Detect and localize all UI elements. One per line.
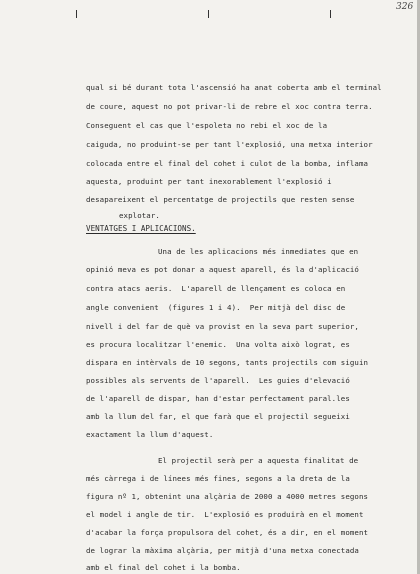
text-line: angle convenient (figures 1 i 4). Per mitjà del disc de <box>86 303 346 312</box>
punch-mark <box>76 10 77 18</box>
text-line: possibles als servents de l'aparell. Les guies d'elevació <box>86 376 350 385</box>
text-line: caiguda, no produint-se per tant l'explosió, una metxa interior <box>86 140 373 149</box>
text-line: més càrrega i de línees més fines, segons a la dreta de la <box>86 474 350 483</box>
text-line: colocada entre el final del cohet i culot de la bomba, inflama <box>86 159 369 168</box>
text-line: Conseguent el cas que l'espoleta no rebi el xoc de la <box>86 121 328 130</box>
text-line: de l'aparell de dispar, han d'estar perfectament paral.les <box>86 394 350 403</box>
punch-mark <box>208 10 209 18</box>
text-line: aquesta, produint per tant inexorablement l'explosió i <box>86 177 332 186</box>
text-line: desapareixent el percentatge de projectils que resten sense <box>86 195 355 204</box>
text-line: figura nº 1, obtenint una alçària de 2000 a 4000 metres segons <box>86 492 369 501</box>
punch-mark <box>330 10 331 18</box>
text-line: Una de les aplicacions més inmediates que en <box>158 247 359 256</box>
text-line: qual si bé durant tota l'ascensió ha anat coberta amb el terminal <box>86 83 382 92</box>
text-line: contra atacs aeris. L'aparell de llençament es coloca en <box>86 284 346 293</box>
text-line: nivell i del far de què va provist en la seva part superior, <box>86 322 359 331</box>
text-line: dispara en intèrvals de 10 segons, tants projectils com siguin <box>86 358 369 367</box>
text-line: amb el final del cohet i la bomba. <box>86 563 241 572</box>
section-heading: VENTATGES I APLICACIONS. <box>86 224 196 233</box>
text-line: explotar. <box>119 211 160 220</box>
text-line: es procura localitzar l'enemic. Una volta això lograt, es <box>86 340 350 349</box>
page-number: 326 <box>396 2 414 12</box>
text-line: El projectil serà per a aquesta finalitat de <box>158 456 359 465</box>
text-line: d'acabar la força propulsora del cohet, és a dir, en el moment <box>86 528 369 537</box>
text-line: amb la llum del far, el que farà que el projectil segueixi <box>86 412 350 421</box>
text-line: de coure, aquest no pot privar-li de rebre el xoc contra terra. <box>86 102 373 111</box>
text-line: de lograr la màxima alçària, per mitjà d'una metxa conectada <box>86 546 359 555</box>
text-line: opinió meva es pot donar a aquest aparell, és la d'aplicació <box>86 265 359 274</box>
text-line: exactament la llum d'aquest. <box>86 430 214 439</box>
text-line: el model i angle de tir. L'explosió es produirà en el moment <box>86 510 364 519</box>
